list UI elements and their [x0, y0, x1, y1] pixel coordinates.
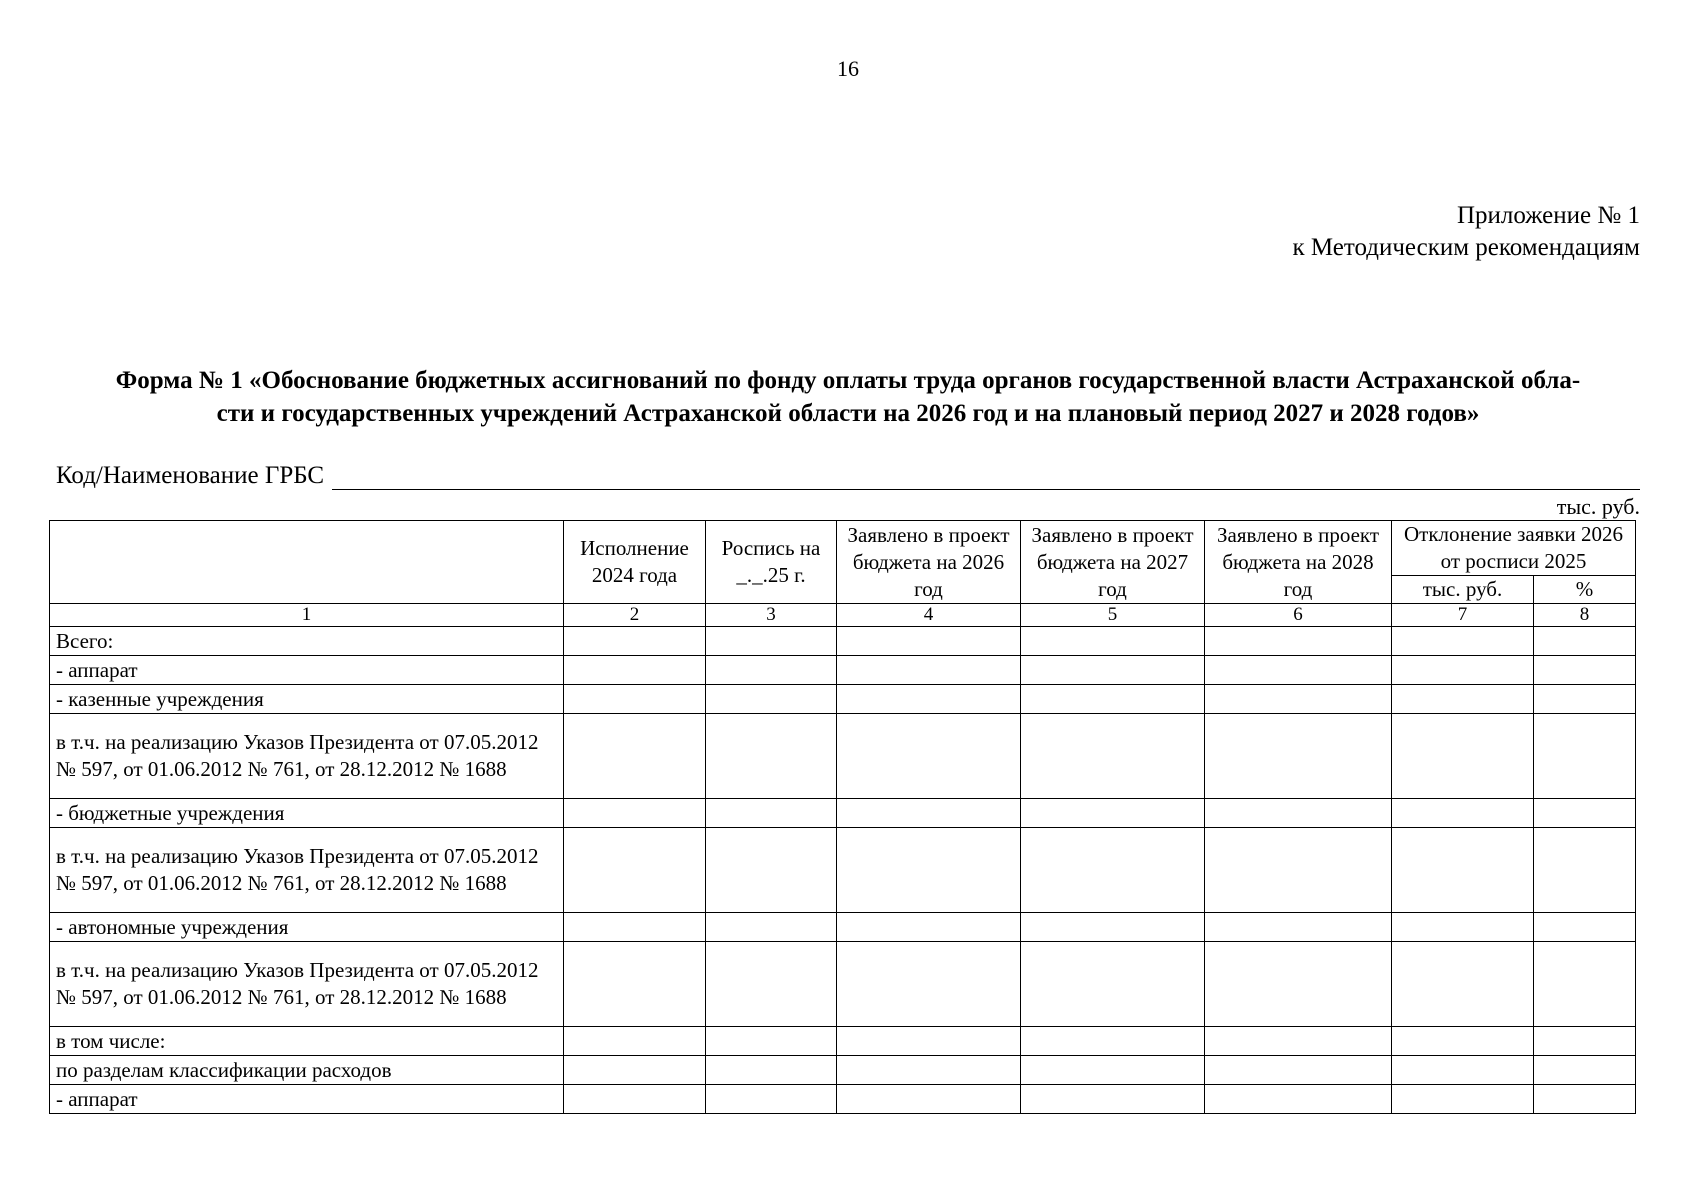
table-row [50, 1085, 1636, 1114]
value-cell-col-6[interactable] [1205, 828, 1392, 913]
header-deviation-thousand-rub: тыс. руб. [1392, 576, 1534, 604]
table-row [50, 714, 1636, 799]
value-cell-col-6[interactable] [1205, 656, 1392, 685]
value-cell-col-5[interactable] [1021, 627, 1205, 656]
column-number: 8 [1534, 604, 1636, 627]
value-cell-col-6[interactable] [1205, 1085, 1392, 1114]
table-row [50, 913, 1636, 942]
value-cell-col-8[interactable] [1534, 913, 1636, 942]
header-col-1 [50, 521, 564, 604]
value-cell-col-5[interactable] [1021, 685, 1205, 714]
row-label: - бюджетные учреждения [50, 799, 564, 828]
value-cell-col-7[interactable] [1392, 685, 1534, 714]
column-number: 2 [564, 604, 706, 627]
value-cell-col-4[interactable] [837, 627, 1021, 656]
header-deviation-percent: % [1534, 576, 1636, 604]
header-deviation: Отклонение заявки 2026 от росписи 2025 [1392, 521, 1636, 576]
value-cell-col-7[interactable] [1392, 1085, 1534, 1114]
form-title [56, 364, 1640, 430]
value-cell-col-4[interactable] [837, 1085, 1021, 1114]
value-cell-col-6[interactable] [1205, 913, 1392, 942]
value-cell-col-4[interactable] [837, 714, 1021, 799]
column-number: 1 [50, 604, 564, 627]
header-col-5: Заявлено в проект бюджета на 2027 год [1021, 521, 1205, 604]
value-cell-col-3[interactable] [706, 1027, 837, 1056]
value-cell-col-7[interactable] [1392, 656, 1534, 685]
column-number: 4 [837, 604, 1021, 627]
value-cell-col-3[interactable] [706, 627, 837, 656]
value-cell-col-3[interactable] [706, 1085, 837, 1114]
header-col-6: Заявлено в проект бюджета на 2028 год [1205, 521, 1392, 604]
value-cell-col-7[interactable] [1392, 913, 1534, 942]
value-cell-col-5[interactable] [1021, 913, 1205, 942]
table-row [50, 656, 1636, 685]
value-cell-col-6[interactable] [1205, 1027, 1392, 1056]
value-cell-col-3[interactable] [706, 714, 837, 799]
row-label: в т.ч. на реализацию Указов Президента от 07.05.2012 № 597, от 01.06.2012 № 761, от 28.12.2012 № 1688 [50, 714, 564, 799]
row-label: по разделам классификации расходов [50, 1056, 564, 1085]
value-cell-col-2[interactable] [564, 714, 706, 799]
value-cell-col-8[interactable] [1534, 942, 1636, 1027]
value-cell-col-5[interactable] [1021, 1027, 1205, 1056]
value-cell-col-8[interactable] [1534, 627, 1636, 656]
value-cell-col-4[interactable] [837, 685, 1021, 714]
appendix-caption [1292, 200, 1640, 264]
value-cell-col-2[interactable] [564, 656, 706, 685]
value-cell-col-7[interactable] [1392, 714, 1534, 799]
value-cell-col-4[interactable] [837, 1056, 1021, 1085]
value-cell-col-3[interactable] [706, 656, 837, 685]
value-cell-col-5[interactable] [1021, 656, 1205, 685]
grbs-field [56, 462, 1640, 490]
value-cell-col-3[interactable] [706, 1056, 837, 1085]
value-cell-col-8[interactable] [1534, 656, 1636, 685]
value-cell-col-8[interactable] [1534, 799, 1636, 828]
value-cell-col-2[interactable] [564, 627, 706, 656]
value-cell-col-5[interactable] [1021, 714, 1205, 799]
column-number-row [50, 604, 1636, 627]
value-cell-col-8[interactable] [1534, 714, 1636, 799]
value-cell-col-6[interactable] [1205, 799, 1392, 828]
value-cell-col-4[interactable] [837, 656, 1021, 685]
value-cell-col-5[interactable] [1021, 799, 1205, 828]
form-title-line-2: сти и государственных учреждений Астраханской области на 2026 год и на плановый период 2027 и 2028 годов» [216, 400, 1480, 427]
value-cell-col-6[interactable] [1205, 714, 1392, 799]
value-cell-col-4[interactable] [837, 828, 1021, 913]
row-label: - аппарат [50, 1085, 564, 1114]
column-number: 5 [1021, 604, 1205, 627]
form-title-line-1: Форма № 1 «Обоснование бюджетных ассигнований по фонду оплаты труда органов государственной власти Астраханской обла- [115, 367, 1581, 394]
table-row [50, 828, 1636, 913]
table-row [50, 685, 1636, 714]
row-label: Всего: [50, 627, 564, 656]
value-cell-col-3[interactable] [706, 799, 837, 828]
value-cell-col-8[interactable] [1534, 685, 1636, 714]
value-cell-col-7[interactable] [1392, 799, 1534, 828]
value-cell-col-3[interactable] [706, 828, 837, 913]
value-cell-col-4[interactable] [837, 942, 1021, 1027]
row-label: в т.ч. на реализацию Указов Президента от 07.05.2012 № 597, от 01.06.2012 № 761, от 28.12.2012 № 1688 [50, 828, 564, 913]
column-number: 3 [706, 604, 837, 627]
table-row [50, 627, 1636, 656]
table-row [50, 1056, 1636, 1085]
value-cell-col-8[interactable] [1534, 828, 1636, 913]
value-cell-col-2[interactable] [564, 913, 706, 942]
value-cell-col-8[interactable] [1534, 1027, 1636, 1056]
page-number: 16 [837, 56, 859, 81]
value-cell-col-5[interactable] [1021, 1085, 1205, 1114]
value-cell-col-6[interactable] [1205, 685, 1392, 714]
column-number: 7 [1392, 604, 1534, 627]
row-label: - аппарат [50, 656, 564, 685]
value-cell-col-8[interactable] [1534, 1056, 1636, 1085]
table-row [50, 1027, 1636, 1056]
value-cell-col-7[interactable] [1392, 1056, 1534, 1085]
row-label: в том числе: [50, 1027, 564, 1056]
header-col-4: Заявлено в проект бюджета на 2026 год [837, 521, 1021, 604]
header-col-2: Исполнение 2024 года [564, 521, 706, 604]
value-cell-col-4[interactable] [837, 1027, 1021, 1056]
table-row [50, 942, 1636, 1027]
row-label: в т.ч. на реализацию Указов Президента от 07.05.2012 № 597, от 01.06.2012 № 761, от 28.12.2012 № 1688 [50, 942, 564, 1027]
row-label: - казенные учреждения [50, 685, 564, 714]
appendix-line-1: Приложение № 1 [1456, 202, 1640, 229]
value-cell-col-3[interactable] [706, 913, 837, 942]
value-cell-col-5[interactable] [1021, 942, 1205, 1027]
row-label: - автономные учреждения [50, 913, 564, 942]
value-cell-col-2[interactable] [564, 828, 706, 913]
column-number: 6 [1205, 604, 1392, 627]
value-cell-col-2[interactable] [564, 1056, 706, 1085]
value-cell-col-2[interactable] [564, 1085, 706, 1114]
value-cell-col-6[interactable] [1205, 1056, 1392, 1085]
value-cell-col-2[interactable] [564, 942, 706, 1027]
grbs-blank-line[interactable] [332, 465, 1640, 490]
budget-form-table [49, 520, 1636, 1114]
value-cell-col-3[interactable] [706, 942, 837, 1027]
header-row [50, 521, 1636, 576]
value-cell-col-7[interactable] [1392, 828, 1534, 913]
appendix-line-2: к Методическим рекомендациям [1292, 234, 1640, 261]
value-cell-col-2[interactable] [564, 799, 706, 828]
value-cell-col-2[interactable] [564, 685, 706, 714]
value-cell-col-5[interactable] [1021, 1056, 1205, 1085]
value-cell-col-7[interactable] [1392, 942, 1534, 1027]
value-cell-col-4[interactable] [837, 913, 1021, 942]
value-cell-col-2[interactable] [564, 1027, 706, 1056]
value-cell-col-7[interactable] [1392, 627, 1534, 656]
value-cell-col-4[interactable] [837, 799, 1021, 828]
value-cell-col-7[interactable] [1392, 1027, 1534, 1056]
value-cell-col-6[interactable] [1205, 942, 1392, 1027]
header-col-3: Роспись на _._.25 г. [706, 521, 837, 604]
grbs-label: Код/Наименование ГРБС [56, 462, 325, 489]
units-label: тыс. руб. [1556, 494, 1640, 519]
table-row [50, 799, 1636, 828]
value-cell-col-6[interactable] [1205, 627, 1392, 656]
value-cell-col-8[interactable] [1534, 1085, 1636, 1114]
value-cell-col-3[interactable] [706, 685, 837, 714]
value-cell-col-5[interactable] [1021, 828, 1205, 913]
